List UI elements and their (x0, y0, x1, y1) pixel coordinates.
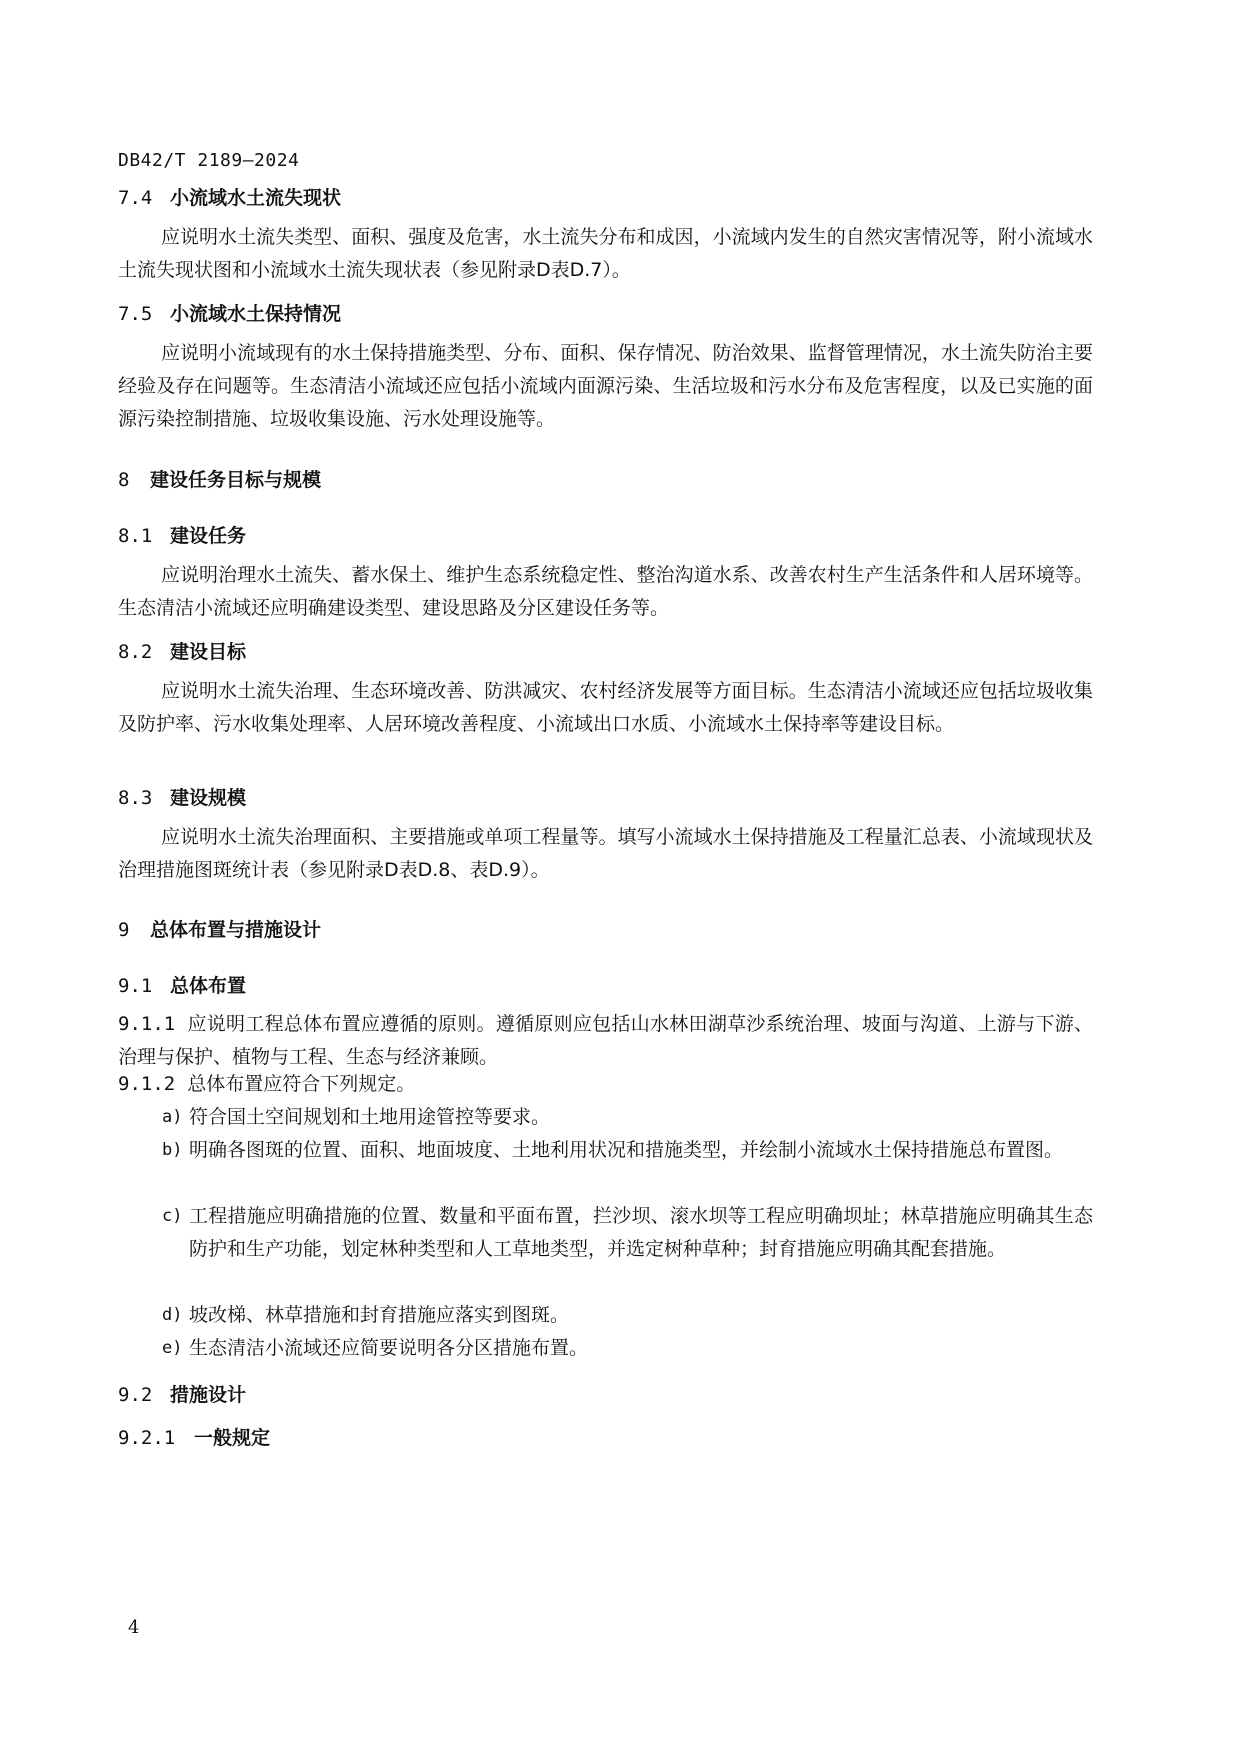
list-marker: a) (162, 1107, 183, 1127)
clause-text: 总体布置应符合下列规定。 (187, 1073, 416, 1095)
heading-number: 9.2 (118, 1384, 153, 1406)
list-item (162, 1101, 1093, 1134)
heading-number: 8 (118, 469, 130, 491)
clause-9-1-1 (118, 1008, 1093, 1074)
heading-number: 9 (118, 919, 130, 941)
list-text: 生态清洁小流域还应简要说明各分区措施布置。 (189, 1337, 589, 1359)
heading-title: 建设任务目标与规模 (150, 469, 322, 491)
heading-9-2 (118, 1380, 246, 1407)
heading-8-3 (118, 783, 246, 810)
heading-7-5 (118, 299, 341, 326)
list-item (162, 1299, 1093, 1332)
list-marker: d) (162, 1305, 183, 1325)
heading-title: 措施设计 (170, 1384, 247, 1406)
clause-text: 应说明工程总体布置应遵循的原则。遵循原则应包括山水林田湖草沙系统治理、坡面与沟道、上游与下游、治理与保护、植物与工程、生态与经济兼顾。 (118, 1013, 1093, 1068)
list-text: 明确各图斑的位置、面积、地面坡度、土地利用状况和措施类型，并绘制小流域水土保持措施总布置图。 (189, 1139, 1064, 1161)
heading-7-4 (118, 183, 341, 210)
list-item (162, 1332, 1093, 1365)
heading-number: 7.5 (118, 303, 153, 325)
list-marker: e) (162, 1338, 183, 1358)
clause-9-1-2 (118, 1068, 1093, 1101)
heading-number: 8.1 (118, 525, 153, 547)
paragraph-7-5: 应说明小流域现有的水土保持措施类型、分布、面积、保存情况、防治效果、监督管理情况，水土流失防治主要经验及存在问题等。生态清洁小流域还应包括小流域内面源污染、生活垃圾和污水分布及危害程度，以及已实施的面源污染控制措施、垃圾收集设施、污水处理设施等。 (118, 342, 1093, 430)
heading-title: 总体布置与措施设计 (150, 919, 322, 941)
list-marker: b) (162, 1140, 183, 1160)
heading-number: 7.4 (118, 187, 153, 209)
heading-9 (118, 915, 321, 942)
heading-8-1 (118, 521, 246, 548)
heading-number: 9.1 (118, 975, 153, 997)
heading-title: 建设任务 (170, 525, 247, 547)
list-text: 工程措施应明确措施的位置、数量和平面布置，拦沙坝、滚水坝等工程应明确坝址；林草措施应明确其生态防护和生产功能，划定林种类型和人工草地类型，并选定树种草种；封育措施应明确其配套措施。 (189, 1205, 1093, 1260)
paragraph-8-1: 应说明治理水土流失、蓄水保土、维护生态系统稳定性、整治沟道水系、改善农村生产生活条件和人居环境等。生态清洁小流域还应明确建设类型、建设思路及分区建设任务等。 (118, 564, 1093, 619)
heading-title: 小流域水土流失现状 (170, 187, 342, 209)
heading-8-2 (118, 637, 246, 664)
heading-title: 建设规模 (170, 787, 247, 809)
list-marker: c) (162, 1206, 183, 1226)
heading-number: 9.2.1 (118, 1427, 176, 1449)
heading-number: 8.3 (118, 787, 153, 809)
page-number: 4 (128, 1617, 140, 1638)
list-text: 坡改梯、林草措施和封育措施应落实到图斑。 (189, 1304, 570, 1326)
clause-number: 9.1.1 (118, 1013, 176, 1035)
paragraph-8-2: 应说明水土流失治理、生态环境改善、防洪减灾、农村经济发展等方面目标。生态清洁小流域还应包括垃圾收集及防护率、污水收集处理率、人居环境改善程度、小流域出口水质、小流域水土保持率等建设目标。 (118, 680, 1093, 735)
heading-title: 建设目标 (170, 641, 247, 663)
heading-title: 一般规定 (194, 1427, 271, 1449)
heading-title: 总体布置 (170, 975, 247, 997)
clause-number: 9.1.2 (118, 1073, 176, 1095)
standard-code: DB42/T 2189—2024 (118, 150, 300, 171)
heading-9-2-1 (118, 1423, 270, 1450)
paragraph-7-4: 应说明水土流失类型、面积、强度及危害，水土流失分布和成因，小流域内发生的自然灾害情况等，附小流域水土流失现状图和小流域水土流失现状表（参见附录D表D.7）。 (118, 226, 1093, 281)
list-text: 符合国土空间规划和土地用途管控等要求。 (189, 1106, 551, 1128)
paragraph-8-3: 应说明水土流失治理面积、主要措施或单项工程量等。填写小流域水土保持措施及工程量汇总表、小流域现状及治理措施图斑统计表（参见附录D表D.8、表D.9）。 (118, 826, 1093, 881)
heading-title: 小流域水土保持情况 (170, 303, 342, 325)
heading-8 (118, 465, 321, 492)
heading-number: 8.2 (118, 641, 153, 663)
list-item (162, 1134, 1093, 1167)
list-item (162, 1200, 1093, 1266)
heading-9-1 (118, 971, 246, 998)
